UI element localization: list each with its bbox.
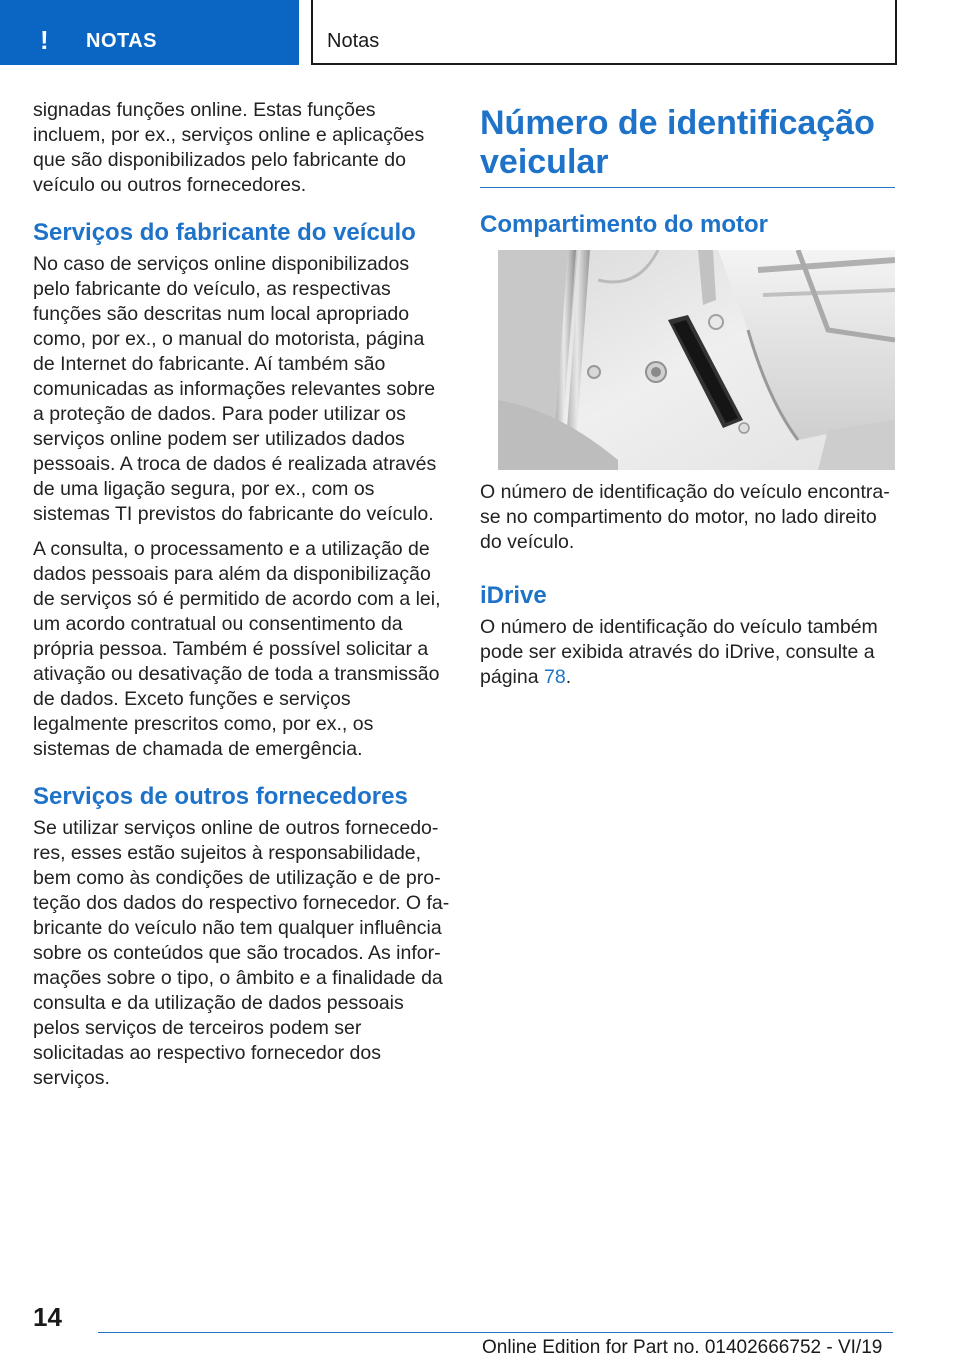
footer-edition: Online Edition for Part no. 01402666752 - VI/19 xyxy=(482,1337,883,1358)
idrive-text: O número de identificação do veículo também pode ser exibida através do iDrive, consulte a página xyxy=(480,616,878,688)
paragraph-outros: Se utilizar serviços online de outros fornecedores, esses estão sujeitos à responsabilidade, bem como às condições de utilização e de proteção dos dados do respectivo fornecedor. O fabricante do veículo não tem qualquer influência sobre os conteúdos que são trocados. As informações sobre o tipo, o âmbito e a finalidade da consulta e da utilização de dados pessoais pelos serviços de terceiros podem ser solicitadas ao respectivo fornecedor dos serviços. xyxy=(33,817,450,1089)
engine-compartment-photo xyxy=(498,250,895,470)
heading-compartimento-motor: Compartimento do motor xyxy=(480,211,768,238)
header-tab xyxy=(0,0,299,65)
left-column xyxy=(33,98,451,1101)
paragraph-idrive xyxy=(480,615,895,690)
page-78-link[interactable]: 78 xyxy=(543,666,566,688)
header-section-box xyxy=(311,0,897,65)
header-section-label: Notas xyxy=(327,30,380,52)
section-title: Número de identificação veicular xyxy=(480,104,895,188)
right-column xyxy=(480,98,895,700)
paragraph-motor: O número de identificação do veículo encontra-se no compartimento do motor, no lado direito do veículo. xyxy=(480,481,890,553)
header-tab-label: NOTAS xyxy=(86,30,158,52)
heading-idrive: iDrive xyxy=(480,582,547,609)
paragraph-fabricante: No caso de serviços online disponibilizados pelo fabricante do veículo, as respectivas funções são descritas num local apropriado como, por ex., o manual do motorista, página de Internet do fabricante. Aí também são comunicadas as informações relevantes sobre a proteção de dados. Para poder utilizar os serviços online podem ser utilizados dados pessoais. A troca de dados é realizada através de uma ligação segura, por ex., com os sistemas TI previstos do fabricante do veículo. xyxy=(33,253,437,525)
footer-divider xyxy=(98,1332,893,1333)
heading-servicos-fabricante: Serviços do fabricante do veículo xyxy=(33,219,416,246)
paragraph-intro: signadas funções online. Estas funções incluem, por ex., serviços online e aplicações que são disponibilizados pelo fabricante do veículo ou outros fornecedores. xyxy=(33,99,425,196)
paragraph-consulta: A consulta, o processamento e a utilização de dados pessoais para além da disponibilização de serviços só é permitido de acordo com a lei, um acordo contratual ou consentimento da própria pessoa. Também é possível solicitar a ativação ou desativação de toda a transmissão de dados. Exceto funções e serviços legalmente prescritos como, por ex., os sistemas de chamada de emergência. xyxy=(33,538,441,760)
exclamation-icon: ! xyxy=(40,25,49,55)
idrive-text-end: . xyxy=(565,666,572,688)
page-number: 14 xyxy=(33,1302,62,1332)
heading-servicos-outros: Serviços de outros fornecedores xyxy=(33,783,408,810)
